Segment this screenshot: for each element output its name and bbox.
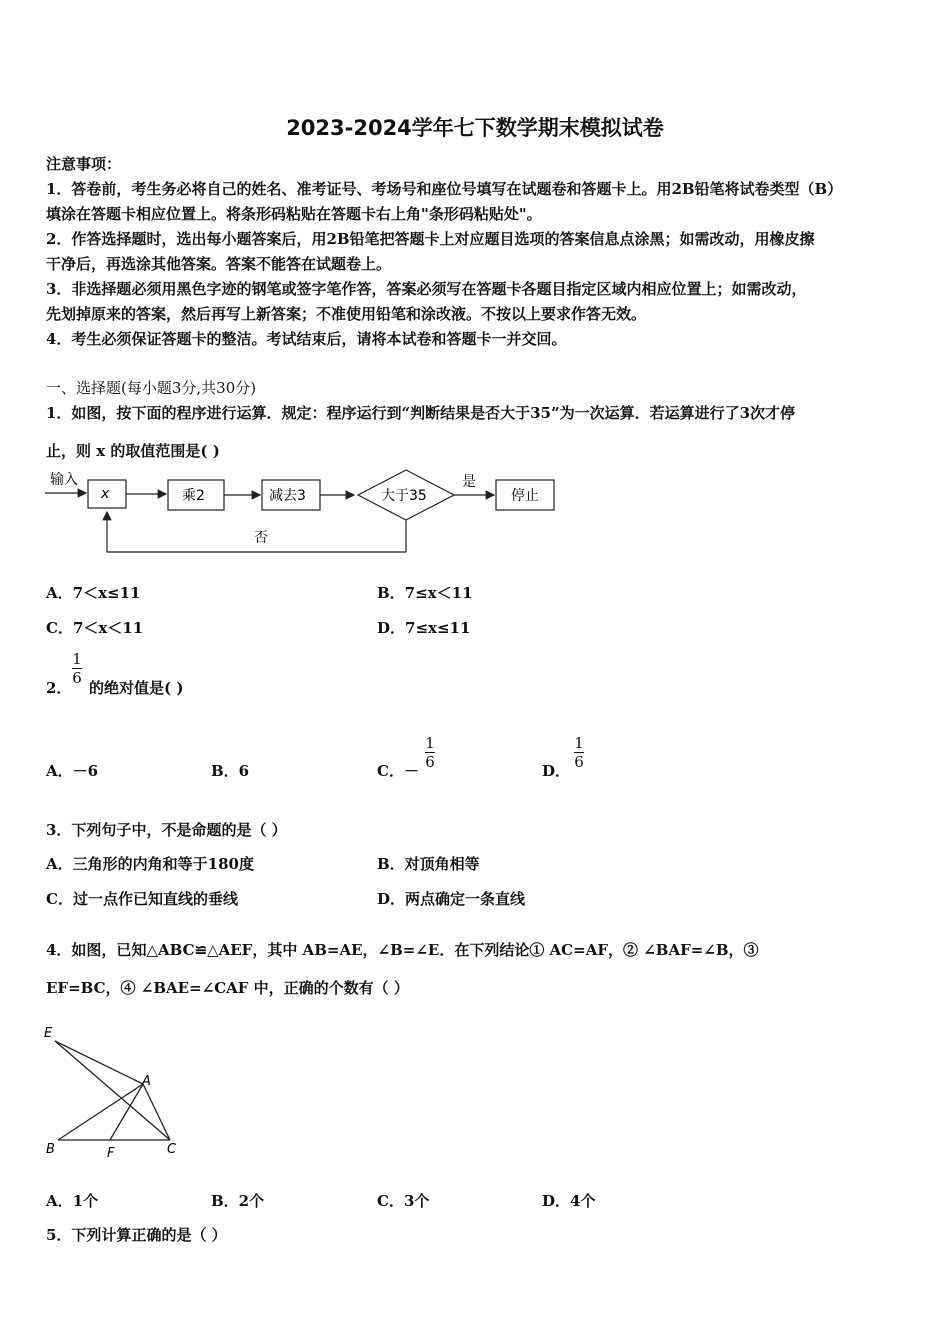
option-c: C．3个 [377,1192,430,1210]
flow-x-label: x [101,486,110,502]
question-2-number: 2． [46,679,72,697]
point-f-label: F [107,1146,115,1161]
option-d: D．7≤x≤11 [377,619,471,637]
page-title: 2023-2024学年七下数学期末模拟试卷 [286,116,664,140]
option-a: A．三角形的内角和等于180度 [46,855,254,873]
notice-line: 4．考生必须保证答题卡的整洁。考试结束后，请将本试卷和答题卡一并交回。 [46,330,567,348]
question-1-stem: 1．如图，按下面的程序进行运算．规定：程序运行到“判断结果是否大于35”为一次运算．若运算进行了3次才停 [46,404,796,422]
fraction-numerator: 1 [72,650,82,668]
option-b: B．7≤x＜11 [377,584,473,602]
option-b: B．2个 [211,1192,265,1210]
fraction-denominator: 6 [574,753,584,771]
option-d: D．两点确定一条直线 [377,890,526,908]
notice-line: 3．非选择题必须用黑色字迹的钢笔或签字笔作答，答案必须写在答题卡各题目指定区域内相应位置上；如需改动， [46,280,807,298]
flow-input-label: 输入 [50,472,78,488]
flow-no-label: 否 [254,530,268,546]
point-c-label: C [167,1142,177,1157]
option-a: A．－6 [46,762,99,780]
flow-yes-label: 是 [462,474,476,490]
option-b: B．6 [211,762,250,780]
point-b-label: B [46,1142,55,1157]
point-e-label: E [44,1026,53,1041]
option-c: C．－ [377,762,419,780]
question-2-stem: 的绝对值是( ) [89,679,184,697]
option-b: B．对顶角相等 [377,855,480,873]
question-1-stem-cont: 止，则 x 的取值范围是( ) [46,442,220,460]
point-a-label: A [142,1074,151,1089]
fraction [425,735,435,770]
fraction-denominator: 6 [425,753,435,771]
notice-line: 先划掉原来的答案，然后再写上新答案；不准使用铅笔和涂改液。不按以上要求作答无效。 [46,305,647,323]
flow-stop-label: 停止 [511,488,539,504]
notice-line: 干净后，再选涂其他答案。答案不能答在试题卷上。 [46,255,392,273]
question-5-stem: 5．下列计算正确的是（ ） [46,1226,227,1244]
flow-multiply-label: 乘2 [182,488,205,504]
question-3-stem: 3．下列句子中，不是命题的是（ ） [46,821,287,839]
notice-line: 2．作答选择题时，选出每小题答案后，用2B铅笔把答题卡上对应题目选项的答案信息点涂黑；如需改动，用橡皮擦 [46,230,815,248]
flowchart-diagram [40,462,570,562]
fraction-numerator: 1 [574,734,584,752]
option-c: C．7＜x＜11 [46,619,144,637]
flow-subtract-label: 减去3 [269,488,306,504]
notice-heading: 注意事项： [46,155,122,173]
flow-decision-label: 大于35 [381,488,427,504]
fraction-denominator: 6 [72,669,82,687]
option-d: D．4个 [542,1192,596,1210]
notice-line: 1．答卷前，考生务必将自己的姓名、准考证号、考场号和座位号填写在试题卷和答题卡上。用2B铅笔将试卷类型（B） [46,180,843,198]
question-4-stem-cont: EF=BC，④ ∠BAE=∠CAF 中，正确的个数有（ ） [46,979,409,997]
option-d: D． [542,762,571,780]
notice-line: 填涂在答题卡相应位置上。将条形码粘贴在答题卡右上角"条形码粘贴处"。 [46,205,542,223]
section-heading: 一、选择题(每小题3分,共30分) [46,379,257,397]
option-a: A．7＜x≤11 [46,584,141,602]
option-a: A．1个 [46,1192,99,1210]
question-4-stem: 4．如图，已知△ABC≌△AEF，其中 AB=AE，∠B=∠E．在下列结论① AC=AF，② ∠BAF=∠B，③ [46,941,759,959]
fraction-numerator: 1 [425,734,435,752]
fraction [574,735,584,770]
fraction [72,651,82,686]
option-c: C．过一点作已知直线的垂线 [46,890,238,908]
triangle-diagram [40,1020,190,1165]
